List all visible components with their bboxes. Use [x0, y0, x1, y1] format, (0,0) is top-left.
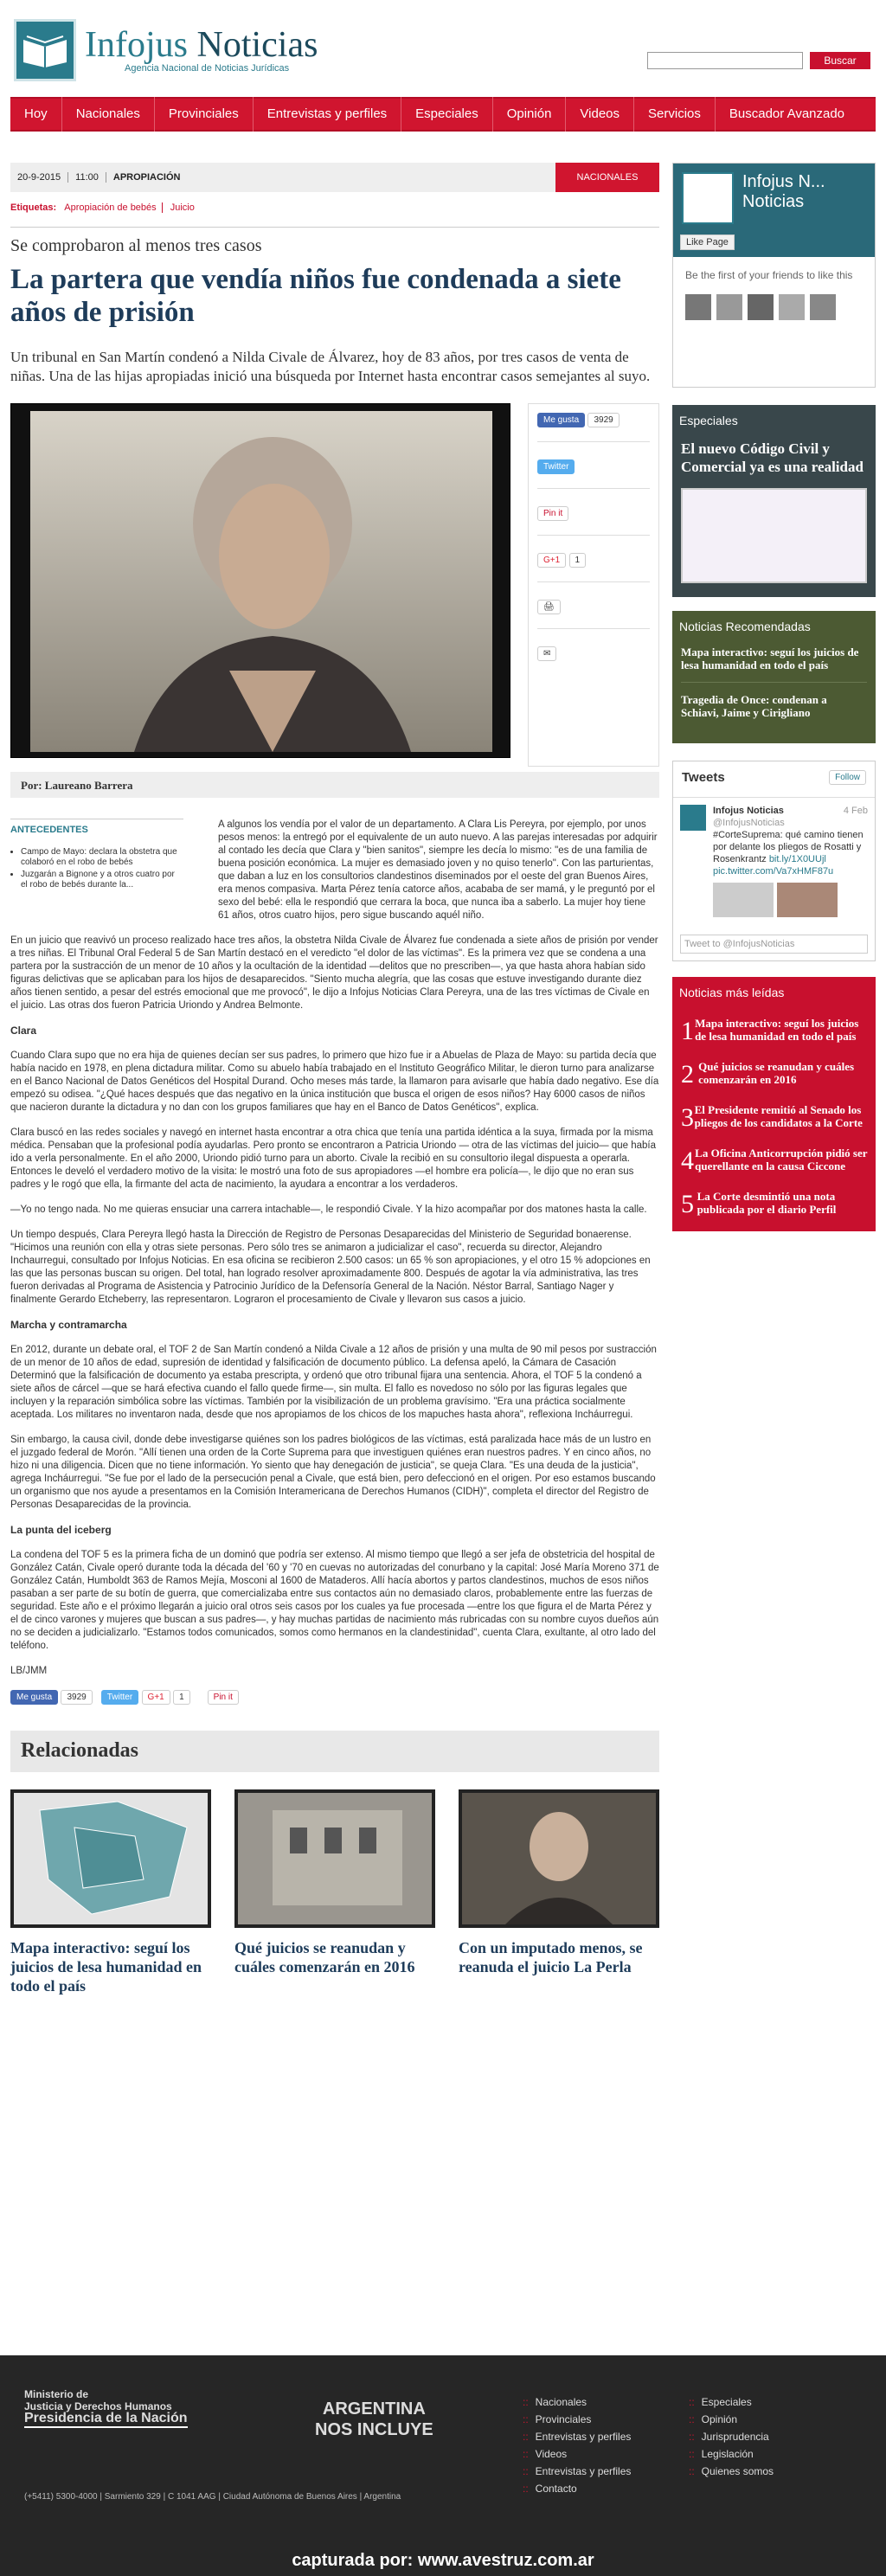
recomendada-link[interactable]: Mapa interactivo: seguí los juicios de lesa humanidad en todo el país: [681, 646, 859, 671]
footer-link[interactable]: :: Entrevistas y perfiles: [523, 2428, 631, 2445]
category-badge[interactable]: NACIONALES: [555, 163, 659, 192]
tweet-link[interactable]: bit.ly/1X0UUjl: [768, 854, 826, 864]
book-icon: [682, 172, 734, 224]
tweet-image[interactable]: [777, 883, 838, 917]
body-paragraph: En un juicio que reavivó un proceso realizado hace tres años, la obstetra Nilda Civale de Álvarez fue condenada a siete años de prisión por vender a tres niñas. El Tribunal Oral Federal 5 de San Martín destacó en el veredicto "el dolor de las víctimas". Es la primera vez que se condena a una partera por la sustracción de un menor de 10 años y la ocultación de la identidad —delitos que no prescriben—, ya que hasta ahora habían sido figuras delictivas que se aplicaban para los hijos de desaparecidos. "Siento mucha alegría, que las cosas que estuve investigando durante diez años tienen sentido, a pesar del estrés emocional que me provocó", le dijo a Infojus Noticias Clara Pereyra, una de las tres víctimas de Civale en el juicio. Las otras dos fueron Patricia Uriondo y Andrea Belmonte.: [10, 935, 658, 1011]
footer-link[interactable]: :: Legislación: [689, 2445, 774, 2463]
mas-leida-item[interactable]: 4 La Oficina Anticorrupción pidió ser querellante en la causa Ciccone: [681, 1147, 868, 1175]
related-title[interactable]: Con un imputado menos, se reanuda el juicio La Perla: [459, 1939, 643, 1975]
mas-leidas-box: [672, 977, 876, 1231]
avatar: [680, 805, 706, 831]
article-time: 11:00: [68, 172, 106, 183]
article-meta: [10, 163, 659, 192]
article-kicker: Se comprobaron al menos tres casos: [10, 227, 659, 256]
article-date: 20-9-2015: [10, 172, 68, 183]
recomendada-link[interactable]: Tragedia de Once: condenan a Schiavi, Jaime y Cirigliano: [681, 693, 827, 719]
body-subheading: La punta del iceberg: [10, 1524, 112, 1536]
related-header: Relacionadas: [10, 1731, 659, 1772]
antecedentes-title: ANTECEDENTES: [10, 825, 88, 835]
avatar: [779, 294, 805, 320]
pinterest-button[interactable]: Pin it: [537, 506, 568, 521]
nav-servicios[interactable]: Servicios: [633, 97, 715, 132]
recomendadas-header: Noticias Recomendadas: [679, 620, 811, 633]
article-column: [10, 163, 659, 1995]
facebook-like-button[interactable]: Me gusta: [537, 413, 585, 427]
footer-link[interactable]: :: Entrevistas y perfiles: [523, 2463, 631, 2480]
share-panel: [528, 403, 659, 767]
body-paragraph: En 2012, durante un debate oral, el TOF 2 de San Martín condenó a Nilda Civale a 12 años de prisión y una multa de 90 mil pesos por sustracción de un menor de 10 años de edad, supresión de identidad y falsificación de documento público. La defensa apeló, la Cámara de Casación Determinó que la falsificación de documento ya estaba prescripta, y ordenó que otro tribunal fijara una sentencia. Ahora, el TOF 5 la condenó a siete años de cárcel —que se hará efectiva cuando el fallo quede firme—, sin multa. El fallo es novedoso no sólo por las figuras legales que incluyen y la reparación simbólica sobre las víctimas. También por la visibilización de un problema gravísimo. "Era una práctica socialmente aceptada. Los militares no inventaron nada, desde que nos apropiamos de los chicos de los mapuches hasta ahora", reflexiona Incháurregui.: [10, 1345, 657, 1420]
footer-links-2: [689, 2393, 774, 2480]
email-icon[interactable]: ✉: [537, 646, 556, 661]
especiales-title[interactable]: El nuevo Código Civil y Comercial ya es una realidad: [681, 440, 864, 475]
google-plus-count: 1: [569, 553, 587, 568]
related-image: [459, 1789, 659, 1928]
tweet-link[interactable]: pic.twitter.com/Va7xHMF87u: [713, 866, 834, 877]
fb-like-page-button[interactable]: Like Page: [680, 234, 735, 250]
google-plus-count: 1: [173, 1690, 190, 1705]
nav-provinciales[interactable]: Provinciales: [154, 97, 253, 132]
site-logo[interactable]: [14, 19, 318, 81]
related-title[interactable]: Qué juicios se reanudan y cuáles comenzarán en 2016: [234, 1939, 415, 1975]
site-header: [10, 0, 876, 97]
nav-hoy[interactable]: Hoy: [24, 106, 48, 121]
search-input[interactable]: [647, 52, 803, 69]
body-subheading: Clara: [10, 1025, 37, 1037]
body-subheading: Marcha y contramarcha: [10, 1319, 127, 1331]
book-icon: [14, 19, 76, 81]
fb-first-like: Be the first of your friends to like this: [685, 269, 853, 281]
especiales-box: [672, 405, 876, 597]
mas-leida-item[interactable]: 3 El Presidente remitió al Senado los pliegos de los candidatos a la Corte: [681, 1103, 863, 1132]
body-paragraph: Cuando Clara supo que no era hija de quienes decían ser sus padres, lo primero que hizo fue ir a Abuelas de Plaza de Mayo: su partida decía que había nacido en 1978, en plena dictadura militar. Como su abuelo había trabajado en el Instituto Geográfico Militar, le dieron turno para analizarse en el Banco Nacional de Datos Genéticos del Hospital Durand. Ocho meses más tarde, la llamaron para avisarle que había dado negativo. Ese día empezó su odisea. "¿Qué haces después que das negativo en la única institución que busca el origen de esos niños? Hay 6000 casos de niños que nacieron durante la dictadura y no dan con los grupos familiares que hay en el Banco de Datos Genéticos", explica.: [10, 1050, 659, 1113]
tweet-image[interactable]: [713, 883, 774, 917]
facebook-count: 3929: [587, 413, 619, 427]
nav-nacionales[interactable]: Nacionales: [61, 97, 154, 132]
related-title[interactable]: Mapa interactivo: seguí los juicios de lesa humanidad en todo el país: [10, 1939, 202, 1995]
follow-button[interactable]: Follow: [829, 770, 866, 785]
facebook-like-button[interactable]: Me gusta: [10, 1690, 58, 1705]
recomendadas-box: [672, 611, 876, 743]
footer-link[interactable]: :: Jurisprudencia: [689, 2428, 774, 2445]
print-icon[interactable]: 🖨: [537, 600, 561, 614]
footer-link[interactable]: :: Quienes somos: [689, 2463, 774, 2480]
tweets-title: Tweets: [682, 770, 725, 785]
body-paragraph: Sin embargo, la causa civil, donde debe investigarse quiénes son los padres biológicos de las víctimas, está paralizada hace más de un lustro en el juzgado federal de Morón. "Allí tienen una orden de la Corte Suprema para que investiguen quiénes eran nuestros padres. Y en cinco años, no hizo ni una diligencia. Dicen que no tiene información. Yo siento que hay denegación de justicia", se queja Clara. "Es una deuda de la justicia", agrega Incháurregui. "Se fue por el lado de la persecución penal a Civale, que está bien, pero defeccionó en el origen. Por eso estamos buscando un organismo que nos ayude a presentamos en la Comisión Interamericana de Derechos Humanos (CIDH)", completa el director del Registro de Personas Desaparecidas de la provincia.: [10, 1435, 656, 1510]
nav-opinion[interactable]: Opinión: [492, 97, 566, 132]
tweet-date: 4 Feb: [843, 806, 868, 816]
watermark: capturada por: www.avestruz.com.ar: [292, 2551, 594, 2570]
twitter-button[interactable]: Twitter: [537, 459, 575, 474]
avatar: [685, 294, 711, 320]
especiales-header: Especiales: [679, 414, 738, 427]
twitter-button[interactable]: Twitter: [101, 1690, 138, 1705]
logo-subtitle: Agencia Nacional de Noticias Jurídicas: [125, 63, 290, 74]
footer-link[interactable]: :: Provinciales: [523, 2411, 631, 2428]
body-sign: LB/JMM: [10, 1666, 48, 1676]
site-footer: [0, 2355, 886, 2576]
footer-link[interactable]: :: Contacto: [523, 2480, 631, 2497]
ministry-logo[interactable]: Ministerio de Justicia y Derechos Humanos Presidencia de la Nación: [24, 2388, 188, 2428]
article-body: [10, 819, 659, 1678]
fb-page-name[interactable]: Infojus N... Noticias: [742, 172, 825, 211]
pinterest-button[interactable]: Pin it: [208, 1690, 239, 1705]
especiales-image[interactable]: [681, 488, 867, 583]
tags-label: Etiquetas:: [10, 202, 57, 213]
google-plus-button[interactable]: G+1: [142, 1690, 170, 1705]
tag-item[interactable]: Juicio: [170, 202, 195, 213]
body-paragraph: Clara buscó en las redes sociales y navegó en internet hasta encontrar a otra chica que tenía una partida idéntica a la suya, firmada por la misma médica. Pensaban que la profesional podía ayudarlas. Pero pronto se encontraron a Patricia Uriondo — otra de las víctimas del juicio— que había ido a verla personalmente. En el año 2000, Uriondo pidió turno para un aborto. Civale la recibió en su consultorio ilegal dispuesta a operarla. Entonces le develó el verdadero motivo de la visita: le mostró una foto de sus apropiadores —el hombre era policía—, le dijo que no eran sus padres y le rogó que ella, la firmante del acta de nacimiento, la ayudara a encontrar a los verdaderos.: [10, 1127, 657, 1190]
logo-name: Infojus Noticias: [85, 25, 318, 65]
mas-leida-item[interactable]: 5 La Corte desmintió una nota publicada por el diario Perfil: [681, 1190, 837, 1218]
tag-item[interactable]: Apropiación de bebés: [59, 202, 162, 213]
article-lead: Un tribunal en San Martín condenó a Nilda Civale de Álvarez, hoy de 83 años, por tres casos de venta de niñas. Una de las hijas apropiadas inició una búsqueda por Internet hasta encontrar casos semejantes al suyo.: [10, 349, 651, 384]
footer-links-1: [523, 2393, 631, 2497]
google-plus-button[interactable]: G+1: [537, 553, 566, 568]
related-grid: [10, 1789, 659, 1995]
footer-link[interactable]: :: Nacionales: [523, 2393, 631, 2411]
search-button[interactable]: Buscar: [810, 52, 870, 69]
tags: [10, 202, 659, 213]
antecedente-link[interactable]: • Juzgarán a Bignone y a otros cuatro por el robo de bebés durante la...: [21, 870, 183, 890]
sidebar: [672, 163, 876, 1231]
mas-leidas-header: Noticias más leídas: [679, 986, 785, 999]
related-item[interactable]: [459, 1789, 659, 1995]
avatar: [810, 294, 836, 320]
tweet-text: #CorteSuprema: qué camino tienen por delante los pliegos de Rosatti y Rosenkrantz: [713, 830, 864, 864]
footer-link[interactable]: :: Videos: [523, 2445, 631, 2463]
footer-link[interactable]: :: Especiales: [689, 2393, 774, 2411]
search-form: [647, 52, 870, 69]
related-image: [234, 1789, 435, 1928]
byline: Por: Laureano Barrera: [10, 772, 659, 798]
article-title: La partera que vendía niños fue condenada a siete años de prisión: [10, 264, 621, 328]
antecedente-link[interactable]: • Campo de Mayo: declara la obstetra que colaboró en el robo de bebés: [21, 847, 183, 868]
argentina-logo: ARGENTINA NOS INCLUYE: [315, 2399, 433, 2439]
body-paragraph: La condena del TOF 5 es la primera ficha de un dominó que podría ser extenso. Al mismo tiempo que llegó a ser jefa de obstetricia del hospital de González Catán, Civale operó durante toda la década del '60 y '70 en cuevas no autorizadas del conurbano y la capital: José María Moreno 371 de González Catán, Humboldt 363 de Ramos Mejía, Mosconi al 1600 de Mataderos. Allí hacía abortos y partos clandestinos, muchos de esos niños pasaban a ser parte de su botín de guerra, que comercializaba entre sus contactos aún no demasiado claros, probablemente entre las fuerzas de seguridad. Este año e el próximo llegarán a juicio oral otros seis casos por los cuales ya fue procesada —entre los que figura el de Marta Pérez y el de cinco varones y mujeres que buscan a sus padres—, y hay muchas partidas de nacimiento más rubricadas con su nombre cuyos dueños aún no se deciden a judicializarlo. "Estamos todos comunicados, somos como hermanos en la clandestinidad", cuenta Clara, exultante, al otro lado del teléfono.: [10, 1550, 659, 1651]
related-image: [10, 1789, 211, 1928]
nav-buscador[interactable]: Buscador Avanzado: [715, 97, 858, 132]
nav-especiales[interactable]: Especiales: [401, 97, 492, 132]
article-photo: [10, 403, 510, 758]
nav-entrevistas[interactable]: Entrevistas y perfiles: [253, 97, 401, 132]
avatar: [716, 294, 742, 320]
mas-leida-item[interactable]: 2 Qué juicios se reanudan y cuáles comenzarán en 2016: [681, 1060, 855, 1089]
tweet-user[interactable]: Infojus Noticias: [713, 806, 784, 816]
avatar: [748, 294, 774, 320]
main-nav: [10, 97, 876, 132]
body-paragraph: A algunos los vendía por el valor de un departamento. A Clara Lis Pereyra, por ejemplo, por unos pesos menos: la entregó por el equivalente de un auto nuevo. A las parejas interesadas por adquirir al contado les decía que Clara y "bien sanitos", siempre les decía lo mismo: "es de una familia de buena posición económica. La mujer es demasiado joven y no quiso tenerlo". Con las parturientas, que daban a luz en los consultorios clandestinos diseminados por el oeste del gran Buenos Aires, era menos compasiva. Marta Pérez tenía catorce años, acababa de ser mamá, y le preguntó por el sexo del bebé: ella le respondió que cerrara la boca, que nunca iba a saberlo. La mujer hoy tiene 61 años, otros cuatro hijos, pero sigue buscando aquél niño.: [218, 819, 658, 921]
tweet-to-input[interactable]: Tweet to @InfojusNoticias: [680, 935, 868, 954]
related-item[interactable]: [234, 1789, 435, 1995]
antecedentes-box: [10, 819, 183, 892]
facebook-page-box: [672, 163, 876, 388]
body-paragraph: —Yo no tengo nada. No me quieras ensuciar una carrera intachable—, le respondió Civale. Y la hizo acompañar por dos matones hasta la calle.: [10, 1204, 647, 1215]
bottom-share: [10, 1690, 659, 1708]
mas-leida-item[interactable]: 1 Mapa interactivo: seguí los juicios de lesa humanidad en todo el país: [681, 1017, 859, 1045]
facebook-count: 3929: [61, 1690, 92, 1705]
related-item[interactable]: [10, 1789, 211, 1995]
footer-address: (+5411) 5300-4000 | Sarmiento 329 | C 1041 AAG | Ciudad Autónoma de Buenos Aires | Argentina: [24, 2492, 401, 2502]
nav-videos[interactable]: Videos: [565, 97, 633, 132]
body-paragraph: Un tiempo después, Clara Pereyra llegó hasta la Dirección de Registro de Personas Desaparecidas del Ministerio de Seguridad bonaerense. "Hicimos una reunión con ella y otras siete personas. Pero sólo tres se animaron a judicializar el caso", recuerda su director, Alejandro Inchaurregui, consultado por Infojus Noticias. En esa oficina se recibieron 2.500 casos: un 65 % son apropiaciones, y el otro 15 % adopciones en las que las personas buscan su origen. Del total, han logrado resolver aproximadamente 800. Después de agotar la vía administrativa, las tres fueron derivadas al Programa de Asistencia y Patrocinio Jurídico de la Defensoría General de la Nación. Néstor Barral, Santiago Nager y finalmente Gerardo Etcheberry, las representaron. Lograron el procesamiento de Civale y llevaron sus casos a juicio.: [10, 1230, 651, 1305]
article-section[interactable]: APROPIACIÓN: [112, 172, 181, 183]
tweets-box: [672, 761, 876, 961]
tweet-handle[interactable]: @InfojusNoticias: [713, 818, 785, 828]
footer-link[interactable]: :: Opinión: [689, 2411, 774, 2428]
